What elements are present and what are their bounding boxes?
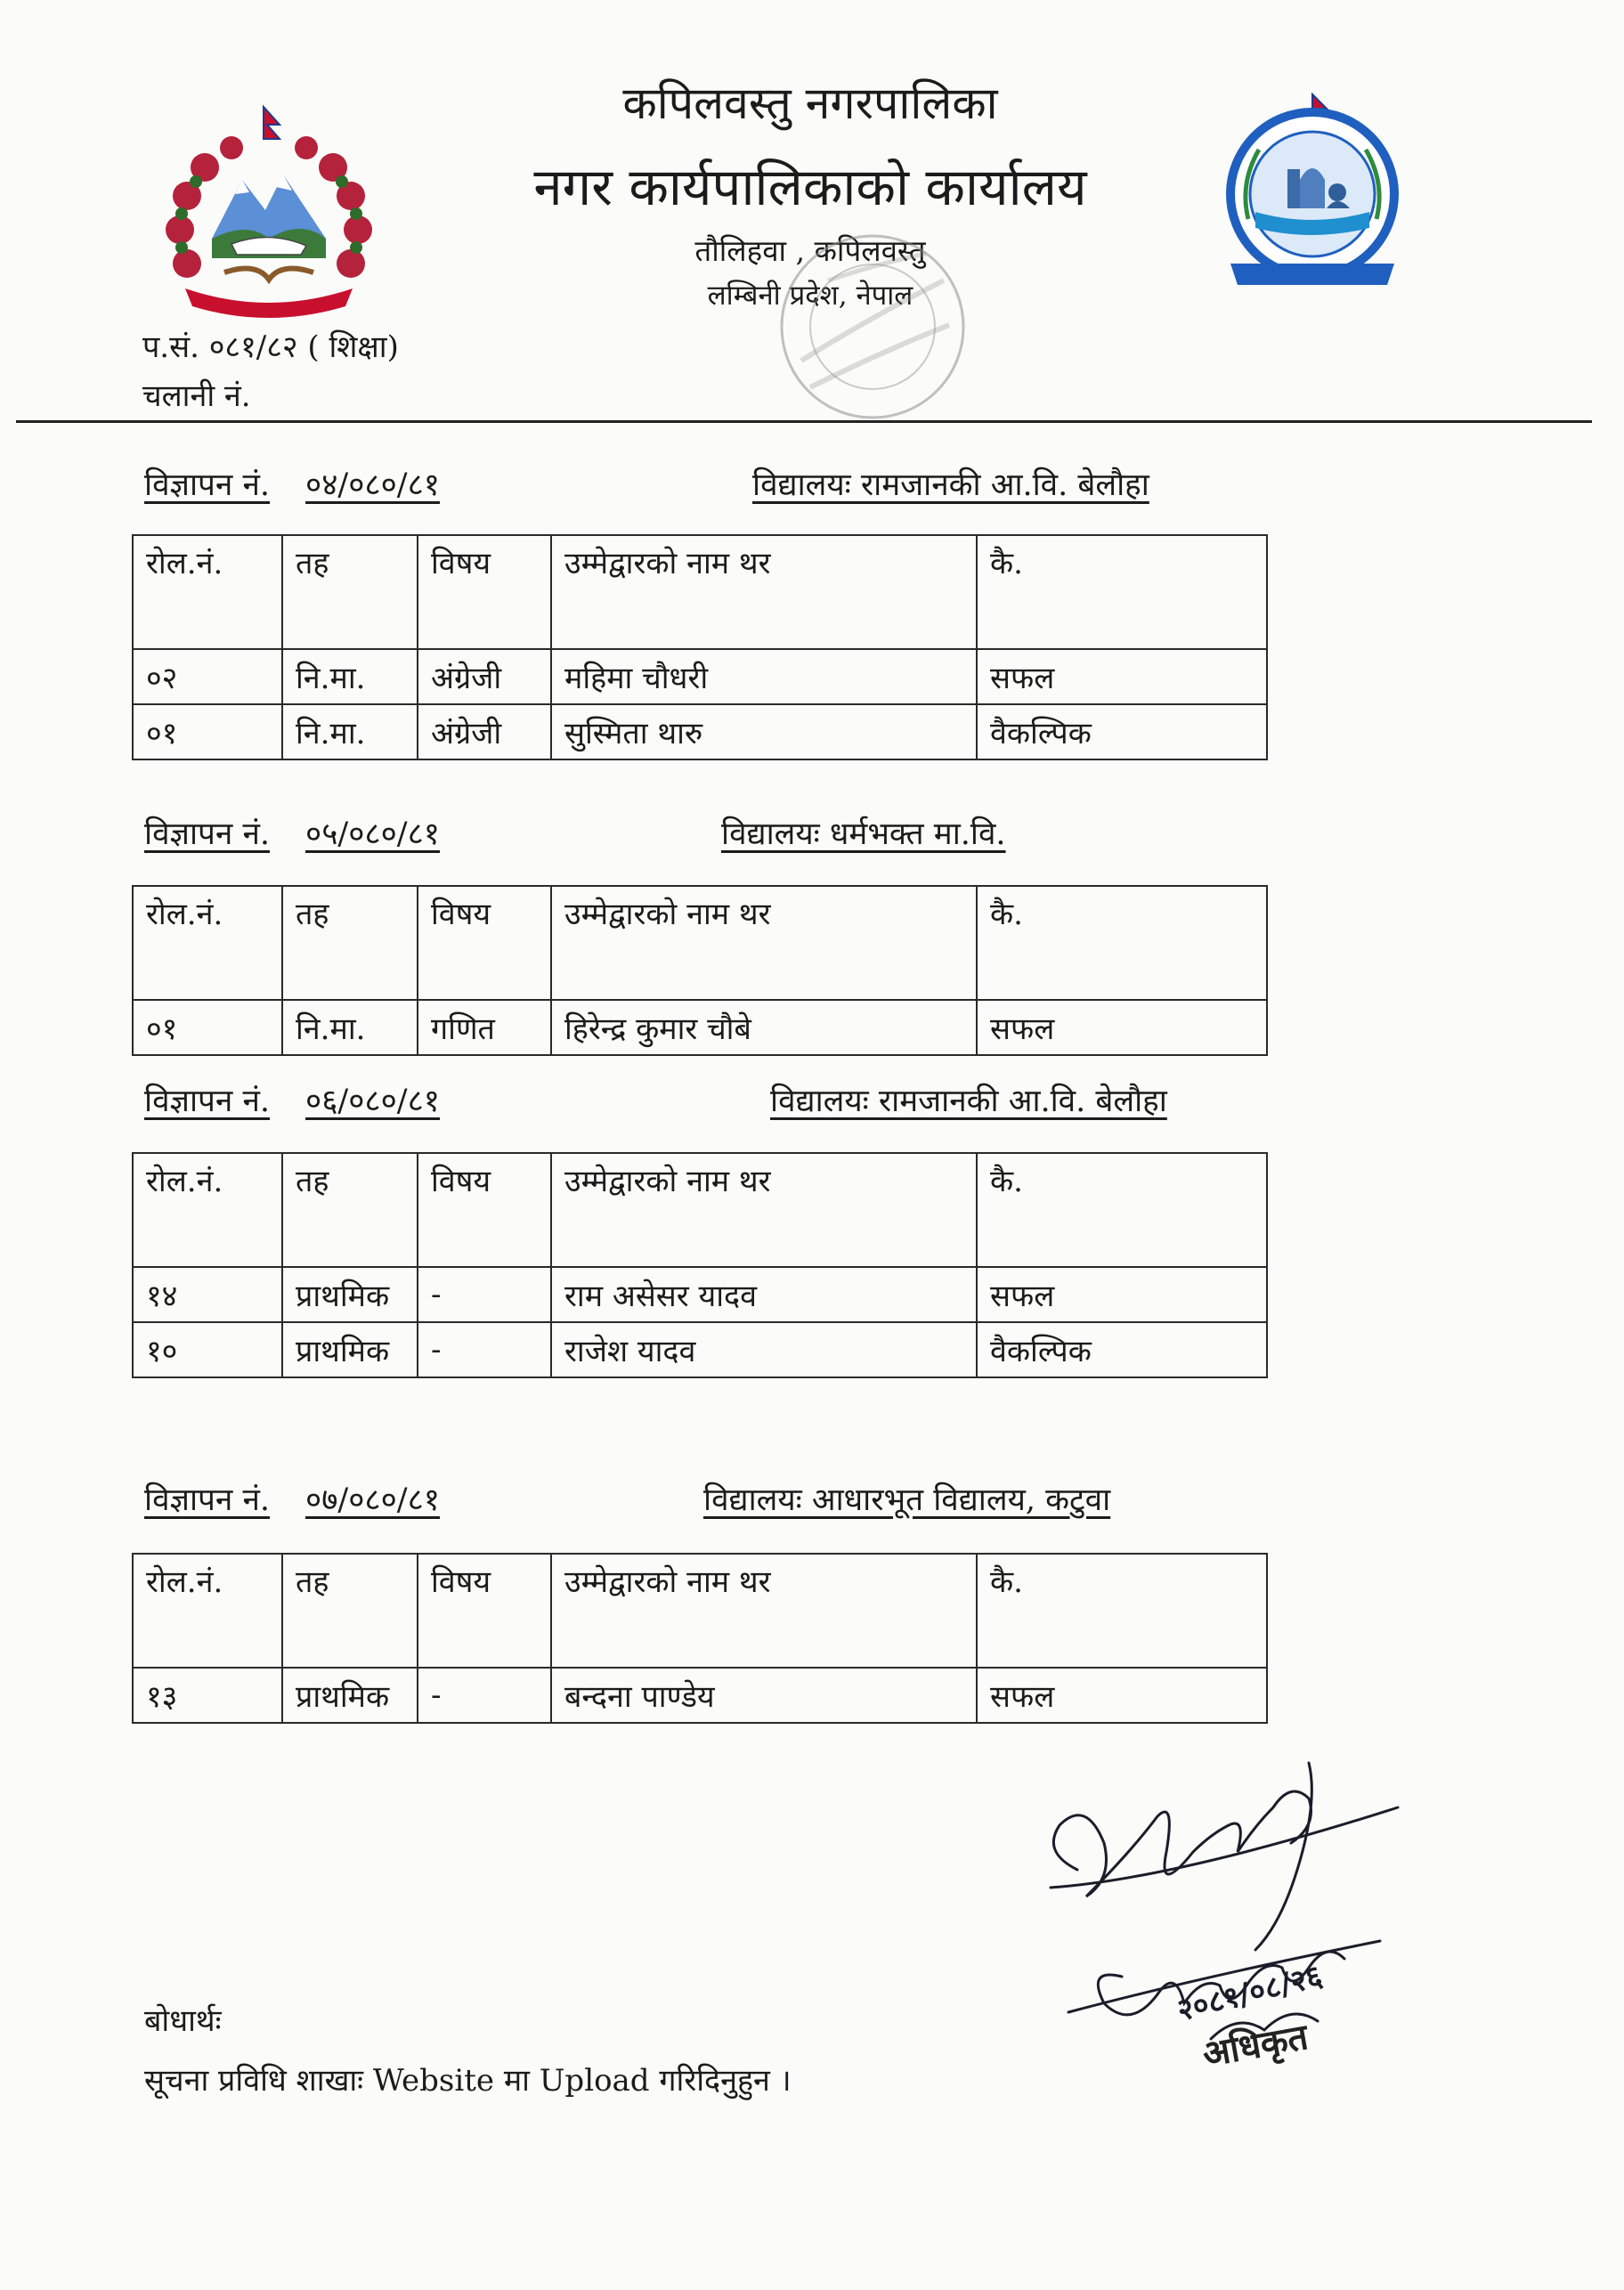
subject-cell: गणित xyxy=(418,1000,551,1055)
table-header-row xyxy=(133,535,1267,649)
column-header-level: तह xyxy=(282,1554,418,1668)
advertisement-code: ०५/०८०/८१ xyxy=(305,816,440,852)
roll-cell: ०२ xyxy=(133,649,282,704)
level-cell: नि.मा. xyxy=(282,1000,418,1055)
advertisement-number xyxy=(144,1079,440,1121)
roll-cell: १० xyxy=(133,1322,282,1377)
remarks-cell: वैकल्पिक xyxy=(977,704,1267,759)
candidate-name-cell: सुस्मिता थारु xyxy=(551,704,977,759)
column-header-remarks: कै. xyxy=(977,535,1267,649)
advertisement-label: विज्ञापन नं. xyxy=(144,467,271,503)
level-cell: नि.मा. xyxy=(282,649,418,704)
table-header-row xyxy=(133,1554,1267,1668)
table-header-row xyxy=(133,886,1267,1000)
column-header-name: उम्मेद्वारको नाम थर xyxy=(551,1153,977,1267)
dispatch-number: चलानी नं. xyxy=(142,378,251,414)
roll-cell: १३ xyxy=(133,1668,282,1723)
remarks-cell: सफल xyxy=(977,649,1267,704)
level-cell: प्राथमिक xyxy=(282,1267,418,1322)
header-divider xyxy=(16,420,1592,423)
subject-cell: - xyxy=(418,1668,551,1723)
reference-number: प.सं. ०८१/८२ ( शिक्षा) xyxy=(142,329,399,365)
table-row xyxy=(133,1322,1267,1377)
remarks-cell: सफल xyxy=(977,1668,1267,1723)
column-header-level: तह xyxy=(282,1153,418,1267)
candidate-name-cell: राम असेसर यादव xyxy=(551,1267,977,1322)
level-cell: प्राथमिक xyxy=(282,1322,418,1377)
results-table xyxy=(132,885,1268,1056)
advertisement-label: विज्ञापन नं. xyxy=(144,816,271,852)
advertisement-number xyxy=(144,1478,440,1520)
advertisement-code: ०४/०८०/८१ xyxy=(305,467,440,503)
advertisement-code: ०६/०८०/८१ xyxy=(305,1084,440,1119)
office-seal-stamp-icon xyxy=(739,227,1006,435)
level-cell: नि.मा. xyxy=(282,704,418,759)
municipality-name: कपिलवस्तु नगरपालिका xyxy=(622,77,998,129)
column-header-subject: विषय xyxy=(418,535,551,649)
subject-cell: - xyxy=(418,1267,551,1322)
candidate-name-cell: हिरेन्द्र कुमार चौबे xyxy=(551,1000,977,1055)
level-cell: प्राथमिक xyxy=(282,1668,418,1723)
school-name: विद्यालयः रामजानकी आ.वि. बेलौहा xyxy=(752,467,1149,503)
table-header-row xyxy=(133,1153,1267,1267)
candidate-name-cell: राजेश यादव xyxy=(551,1322,977,1377)
table-row xyxy=(133,1267,1267,1322)
roll-cell: ०१ xyxy=(133,1000,282,1055)
advertisement-code: ०७/०८०/८१ xyxy=(305,1482,440,1518)
signature-title: अधिकृत xyxy=(1199,2015,1311,2075)
office-name: नगर कार्यपालिकाको कार्यालय xyxy=(533,157,1087,217)
column-header-subject: विषय xyxy=(418,1153,551,1267)
column-header-remarks: कै. xyxy=(977,886,1267,1000)
advertisement-number xyxy=(144,463,440,505)
column-header-roll: रोल.नं. xyxy=(133,1554,282,1668)
table-row xyxy=(133,704,1267,759)
results-table xyxy=(132,534,1268,760)
nepal-emblem-icon xyxy=(150,105,388,331)
address-line: तौलिहवा , कपिलवस्तु xyxy=(694,233,926,268)
advertisement-number xyxy=(144,812,440,854)
cc-line: सूचना प्रविधि शाखाः Website मा Upload गरिदिनुहुन । xyxy=(144,2063,792,2099)
roll-cell: ०१ xyxy=(133,704,282,759)
column-header-roll: रोल.नं. xyxy=(133,535,282,649)
column-header-level: तह xyxy=(282,535,418,649)
column-header-remarks: कै. xyxy=(977,1153,1267,1267)
table-row xyxy=(133,649,1267,704)
column-header-roll: रोल.नं. xyxy=(133,1153,282,1267)
subject-cell: - xyxy=(418,1322,551,1377)
results-table xyxy=(132,1553,1268,1724)
subject-cell: अंग्रेजी xyxy=(418,704,551,759)
signature-date: २०८१/०८/२६ xyxy=(1173,1958,1327,2029)
column-header-roll: रोल.नं. xyxy=(133,886,282,1000)
column-header-name: उम्मेद्वारको नाम थर xyxy=(551,1554,977,1668)
column-header-subject: विषय xyxy=(418,886,551,1000)
municipality-logo-icon xyxy=(1213,94,1414,321)
remarks-cell: वैकल्पिक xyxy=(977,1322,1267,1377)
advertisement-label: विज्ञापन नं. xyxy=(144,1084,271,1119)
column-header-subject: विषय xyxy=(418,1554,551,1668)
province-line: लम्बिनी प्रदेश, नेपाल xyxy=(707,280,914,312)
advertisement-label: विज्ञापन नं. xyxy=(144,1482,271,1518)
cc-label: बोधार्थः xyxy=(144,2003,222,2039)
remarks-cell: सफल xyxy=(977,1267,1267,1322)
remarks-cell: सफल xyxy=(977,1000,1267,1055)
table-row xyxy=(133,1000,1267,1055)
school-name: विद्यालयः आधारभूत विद्यालय, कटुवा xyxy=(703,1482,1111,1518)
roll-cell: १४ xyxy=(133,1267,282,1322)
column-header-level: तह xyxy=(282,886,418,1000)
column-header-name: उम्मेद्वारको नाम थर xyxy=(551,535,977,649)
results-table xyxy=(132,1152,1268,1378)
table-row xyxy=(133,1668,1267,1723)
school-name: विद्यालयः रामजानकी आ.वि. बेलौहा xyxy=(770,1084,1167,1119)
subject-cell: अंग्रेजी xyxy=(418,649,551,704)
school-name: विद्यालयः धर्मभक्त मा.वि. xyxy=(721,816,1006,852)
column-header-remarks: कै. xyxy=(977,1554,1267,1668)
candidate-name-cell: महिमा चौधरी xyxy=(551,649,977,704)
column-header-name: उम्मेद्वारको नाम थर xyxy=(551,886,977,1000)
candidate-name-cell: बन्दना पाण्डेय xyxy=(551,1668,977,1723)
